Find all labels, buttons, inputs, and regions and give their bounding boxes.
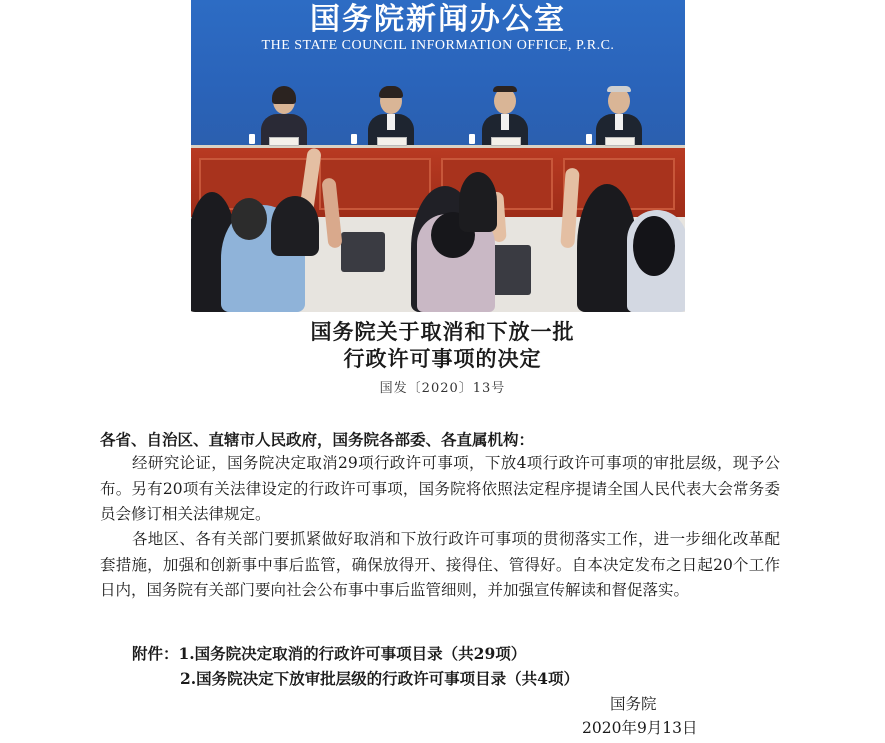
issue-date: 2020年9月13日 bbox=[582, 719, 698, 737]
attachment-item-2: 2.国务院决定下放审批层级的行政许可事项目录（共4项） bbox=[180, 669, 579, 688]
nameplate bbox=[491, 137, 521, 146]
audience-head bbox=[231, 198, 267, 240]
backdrop-subtitle: THE STATE COUNCIL INFORMATION OFFICE, P.R.C. bbox=[261, 38, 615, 53]
attachment-item-1: 附件：1.国务院决定取消的行政许可事项目录（共29项） bbox=[132, 644, 527, 663]
speaker-figure bbox=[482, 88, 528, 144]
paragraph-2: 各地区、各有关部门要抓紧做好取消和下放行政许可事项的贯彻落实工作，进一步细化改革配套措施，加强和创新事中事后监管，确保放得开、接得住、管得好。自本决定发布之日起20个工作日内，国务院有关部门要向社会公布事中事后监管细则，并加强宣传解读和督促落实。 bbox=[100, 530, 780, 599]
document-title-line-1: 国务院关于取消和下放一批 bbox=[310, 319, 575, 344]
speaker-figure bbox=[261, 88, 307, 144]
speaker-figure bbox=[368, 88, 414, 144]
document-number: 国发〔2020〕13号 bbox=[379, 381, 506, 396]
backdrop-title: 国务院新闻办公室 bbox=[310, 2, 566, 37]
speaker-figure bbox=[596, 88, 642, 144]
nameplate bbox=[377, 137, 407, 146]
press-conference-photo bbox=[191, 0, 685, 312]
issuer: 国务院 bbox=[610, 695, 657, 713]
audience-head bbox=[633, 216, 675, 276]
paragraph-1: 经研究论证，国务院决定取消29项行政许可事项，下放4项行政许可事项的审批层级，现予公布。另有20项有关法律设定的行政许可事项，国务院将依照法定程序提请全国人民代表大会常务委员会修订相关法律规定。 bbox=[100, 454, 780, 523]
audience-member bbox=[459, 172, 497, 232]
cup bbox=[469, 134, 475, 144]
cup bbox=[351, 134, 357, 144]
nameplate bbox=[605, 137, 635, 146]
nameplate bbox=[269, 137, 299, 146]
chair bbox=[491, 245, 531, 295]
cup bbox=[249, 134, 255, 144]
audience-member bbox=[271, 196, 319, 256]
cup bbox=[586, 134, 592, 144]
document-title-line-2: 行政许可事项的决定 bbox=[343, 346, 542, 371]
salutation: 各省、自治区、直辖市人民政府，国务院各部委、各直属机构： bbox=[100, 430, 535, 449]
chair bbox=[341, 232, 385, 272]
